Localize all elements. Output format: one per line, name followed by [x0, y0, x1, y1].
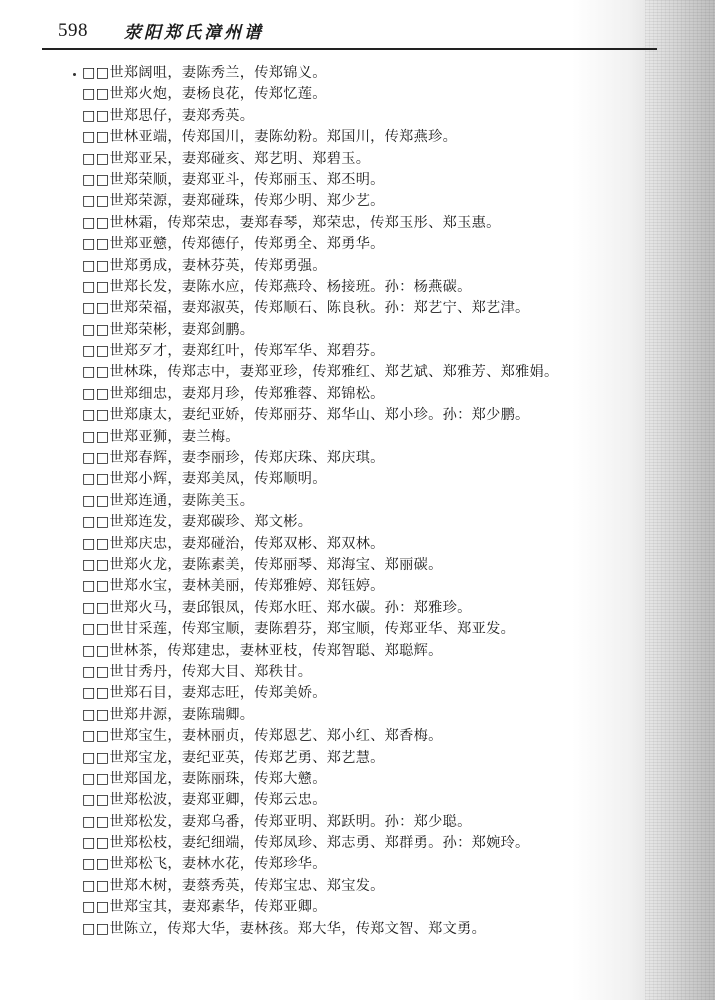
genealogy-entry: □□世郑宝其，妻郑素华，传郑亚卿。: [82, 899, 327, 916]
genealogy-entry: □□世郑勇成，妻林芬英，传郑勇强。: [82, 257, 327, 274]
genealogy-entry: □□世郑石目，妻郑志旺，传郑美娇。: [82, 685, 327, 702]
genealogy-entry: □□世郑荣福，妻郑淑英，传郑顺石、陈良秋。孙：郑艺宁、郑艺津。: [82, 300, 530, 317]
genealogy-entry: □□世郑火炮，妻杨良花，传郑忆莲。: [82, 86, 327, 103]
genealogy-entry: □□世郑松枝，妻纪细端，传郑凤珍、郑志勇、郑群勇。孙：郑婉玲。: [82, 835, 530, 852]
page-number: 598: [58, 20, 88, 41]
genealogy-entry-list: [82, 63, 642, 940]
genealogy-entry: □□世郑细忠，妻郑月珍，传郑雅蓉、郑锦松。: [82, 385, 385, 402]
genealogy-entry: □□世林霜，传郑荣忠，妻郑春琴，郑荣忠，传郑玉彤、郑玉惠。: [82, 214, 501, 231]
genealogy-entry: □□世郑荣源，妻郑碰珠，传郑少明、郑少艺。: [82, 193, 385, 210]
genealogy-entry: □□世郑火马，妻邱银凤，传郑水旺、郑水碳。孙：郑雅珍。: [82, 599, 472, 616]
genealogy-entry: □□世郑连发，妻郑碳珍、郑文彬。: [82, 514, 313, 531]
genealogy-entry: □□世郑亚呆，妻郑碰亥、郑艺明、郑碧玉。: [82, 150, 371, 167]
genealogy-entry: □□世林茶，传郑建忠，妻林亚枝，传郑智聪、郑聪辉。: [82, 642, 443, 659]
book-title: 荥阳郑氏漳州谱: [124, 23, 264, 43]
genealogy-entry: □□世郑长发，妻陈水应，传郑燕玲、杨接班。孙：杨燕碳。: [82, 278, 472, 295]
book-spine-shadow: [645, 0, 715, 1000]
genealogy-entry: □□世陈立，传郑大华，妻林孩。郑大华，传郑文智、郑文勇。: [82, 920, 487, 937]
genealogy-entry: □□世郑亚狮，妻兰梅。: [82, 428, 240, 445]
genealogy-entry: □□世郑康太，妻纪亚娇，传郑丽芬、郑华山、郑小珍。孙：郑少鹏。: [82, 407, 530, 424]
genealogy-entry: □□世郑宝龙，妻纪亚英，传郑艺勇、郑艺慧。: [82, 749, 385, 766]
genealogy-entry: □□世郑松波，妻郑亚卿，传郑云忠。: [82, 792, 327, 809]
genealogy-entry: □□世郑井源，妻陈瑞卿。: [82, 706, 255, 723]
genealogy-entry: □□世郑庆忠，妻郑碰治，传郑双彬、郑双林。: [82, 535, 385, 552]
genealogy-entry: □□世郑宝生，妻林丽贞，传郑恩艺、郑小红、郑香梅。: [82, 728, 443, 745]
genealogy-entry: □□世郑水宝，妻林美丽，传郑雅婷、郑钰婷。: [82, 578, 385, 595]
margin-dot: [73, 73, 76, 76]
genealogy-entry: □□世郑国龙，妻陈丽珠，传郑大戆。: [82, 770, 327, 787]
genealogy-entry: □□世郑阔咀，妻陈秀兰，传郑锦义。: [82, 65, 327, 81]
genealogy-entry: □□世郑松飞，妻林水花，传郑珍华。: [82, 856, 327, 873]
genealogy-entry: □□世郑火龙，妻陈素美，传郑丽琴、郑海宝、郑丽碳。: [82, 556, 443, 573]
genealogy-entry: □□世郑荣彬，妻郑剑鹏。: [82, 321, 255, 338]
genealogy-entry: □□世林珠，传郑志中，妻郑亚珍，传郑雅红、郑艺斌、郑雅芳、郑雅娟。: [82, 364, 559, 381]
genealogy-entry: □□世郑思仔，妻郑秀英。: [82, 107, 255, 124]
genealogy-entry: □□世郑连通，妻陈美玉。: [82, 492, 255, 509]
genealogy-entry: □□世甘采莲，传郑宝顺，妻陈碧芬，郑宝顺，传郑亚华、郑亚发。: [82, 621, 516, 638]
genealogy-entry: □□世甘秀丹，传郑大目、郑秩甘。: [82, 663, 313, 680]
genealogy-entry: □□世郑松发，妻郑乌番，传郑亚明、郑跃明。孙：郑少聪。: [82, 813, 472, 830]
genealogy-entry: □□世郑歹才，妻郑红叶，传郑军华、郑碧芬。: [82, 343, 385, 360]
header-rule: [42, 48, 657, 50]
genealogy-entry: □□世郑春辉，妻李丽珍，传郑庆珠、郑庆琪。: [82, 450, 385, 467]
genealogy-entry: □□世郑小辉，妻郑美凤，传郑顺明。: [82, 471, 327, 488]
genealogy-entry: □□世郑亚戆，传郑德仔，传郑勇全、郑勇华。: [82, 236, 385, 253]
genealogy-entry: □□世林亚端，传郑国川，妻陈幼粉。郑国川，传郑燕珍。: [82, 129, 458, 146]
genealogy-entry: □□世郑荣顺，妻郑亚斗，传郑丽玉、郑丕明。: [82, 171, 385, 188]
page-header: [40, 14, 660, 46]
genealogy-entry: □□世郑木树，妻蔡秀英，传郑宝忠、郑宝发。: [82, 877, 385, 894]
